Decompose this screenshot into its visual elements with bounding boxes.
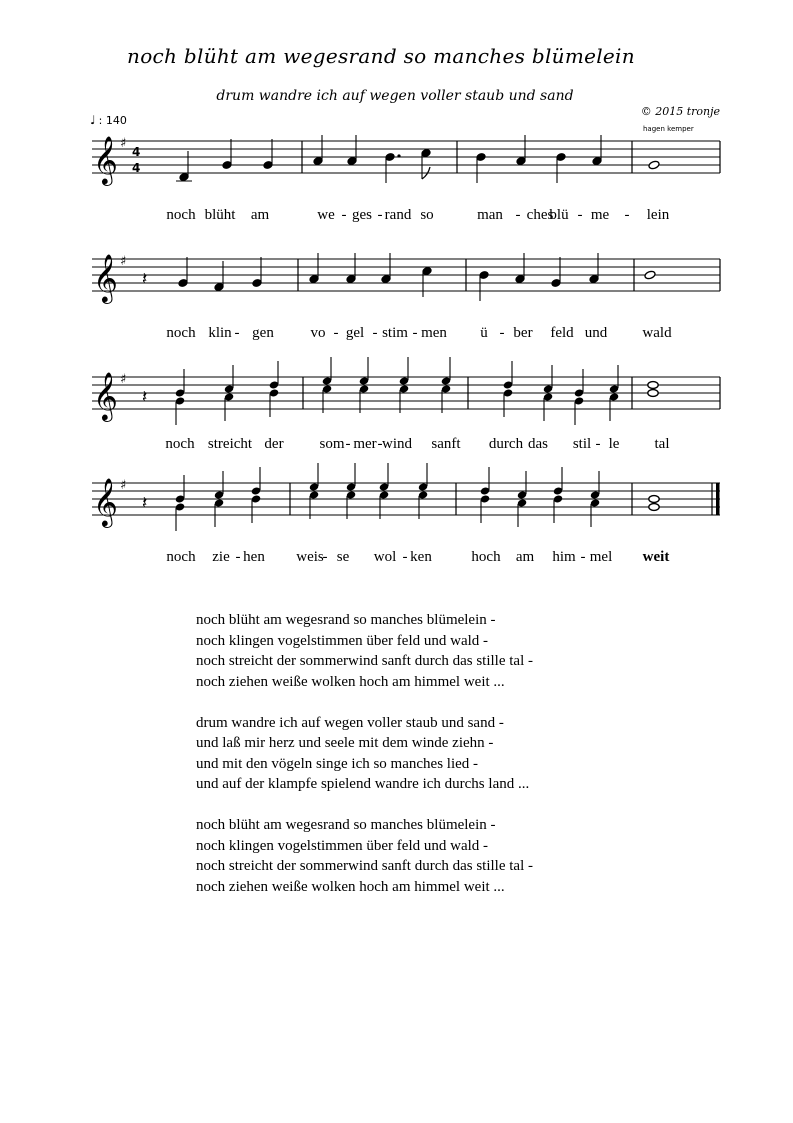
- lyric-syllable: stim: [382, 325, 408, 341]
- poem-line: und laß mir herz und seele mit dem winde ziehn -: [196, 735, 494, 751]
- whole-note: [648, 382, 658, 389]
- lyric-syllable: klin: [208, 325, 232, 341]
- lyric-syllable: -: [624, 207, 630, 223]
- quarter-note-icon: ♩: [90, 113, 96, 127]
- lyric-syllable: -: [333, 325, 339, 341]
- lyric-syllable: -: [234, 325, 240, 341]
- lyric-syllable: lein: [646, 207, 670, 223]
- poem-line: noch streicht der sommerwind sanft durch das stille tal -: [196, 858, 533, 874]
- lyric-syllable: se: [336, 549, 350, 565]
- poem-line: und auf der klampfe spielend wandre ich durchs land ...: [196, 776, 530, 792]
- song-title: noch blüht am wegesrand so manches blümelein: [127, 44, 635, 68]
- arranger-name: hagen kemper: [643, 125, 694, 133]
- lyric-syllable: ü: [480, 325, 488, 341]
- stanza-2: [196, 713, 533, 795]
- poem-line: und mit den vögeln singe ich so manches lied -: [196, 755, 479, 772]
- lyric-syllable: ges: [352, 207, 372, 223]
- lyric-syllable: noch: [165, 436, 195, 452]
- lyric-syllable: ches: [526, 207, 554, 223]
- treble-clef-icon: 𝄞: [93, 135, 118, 184]
- poem-line: noch blüht am wegesrand so manches blümelein -: [196, 817, 496, 833]
- lyric-syllable: vo: [310, 325, 326, 341]
- lyric-syllable: gel: [345, 325, 365, 341]
- lyric-syllable: ken: [410, 549, 432, 565]
- poem-line: noch klingen vogelstimmen über feld und wald -: [196, 632, 489, 649]
- sharp-icon: ♯: [120, 254, 127, 269]
- lyric-syllable: -: [377, 436, 383, 452]
- sharp-icon: ♯: [120, 372, 127, 387]
- lyric-syllable: sanft: [431, 436, 461, 452]
- lyric-syllable: -: [341, 207, 347, 223]
- lyric-syllable: so: [420, 207, 434, 223]
- lyric-syllable: -: [345, 436, 351, 452]
- poem-line: noch streicht der sommerwind sanft durch das stille tal -: [196, 653, 533, 669]
- lyric-syllable: me: [590, 207, 610, 223]
- poem-line: noch blüht am wegesrand so manches blümelein -: [196, 612, 496, 628]
- lyric-syllable: gen: [252, 325, 274, 341]
- lyric-syllable: him: [552, 549, 576, 565]
- lyric-syllable: ber: [513, 325, 533, 341]
- lyric-syllable: man: [477, 207, 503, 223]
- sharp-icon: ♯: [120, 478, 127, 493]
- quarter-rest-icon: 𝄽: [142, 387, 148, 407]
- lyric-syllable: streicht: [207, 436, 253, 452]
- lyric-syllable: -: [412, 325, 418, 341]
- lyric-syllable: wald: [642, 325, 672, 341]
- lyric-syllable: der: [264, 436, 284, 452]
- lyric-syllable: le: [608, 436, 620, 452]
- time-signature-numerator: 4: [132, 145, 141, 159]
- tempo-value: : 140: [98, 114, 127, 127]
- lyric-syllable: weis: [296, 549, 324, 565]
- treble-clef-icon: 𝄞: [93, 371, 118, 420]
- lyric-syllable: -: [322, 549, 328, 565]
- lyric-syllable: stil: [572, 436, 592, 452]
- lyric-syllable: hen: [243, 549, 265, 565]
- lyric-syllable: am: [250, 207, 270, 223]
- lyric-syllable: men: [421, 325, 447, 341]
- lyric-syllable: noch: [166, 207, 196, 223]
- lyric-syllable: noch: [166, 325, 196, 341]
- poem-line: noch ziehen weiße wolken hoch am himmel weit ...: [196, 878, 505, 895]
- sharp-icon: ♯: [120, 136, 127, 151]
- final-barline-thick: [716, 483, 720, 515]
- lyric-syllable: -: [402, 549, 408, 565]
- stanza-1: [196, 610, 533, 692]
- lyric-syllable: hoch: [471, 549, 501, 565]
- lyric-syllable: -: [577, 207, 583, 223]
- lyric-syllable: blü: [549, 207, 569, 223]
- lyric-syllable: rand: [384, 207, 412, 223]
- lyrics-text: [196, 610, 533, 918]
- lyric-syllable: -: [377, 207, 383, 223]
- whole-note: [644, 270, 656, 280]
- poem-line: noch ziehen weiße wolken hoch am himmel weit ...: [196, 673, 505, 690]
- lyric-syllable: durch: [488, 436, 524, 452]
- lyric-syllable: feld: [550, 325, 574, 341]
- lyric-syllable: -: [515, 207, 521, 223]
- poem-line: noch klingen vogelstimmen über feld und wald -: [196, 837, 489, 854]
- lyric-syllable: we: [317, 207, 335, 223]
- lyric-syllable: -: [372, 325, 378, 341]
- lyric-syllable: am: [515, 549, 535, 565]
- lyric-syllable: -: [235, 549, 241, 565]
- treble-clef-icon: 𝄞: [93, 253, 118, 302]
- dot-icon: [397, 154, 400, 157]
- poem-line: drum wandre ich auf wegen voller staub und sand -: [196, 714, 504, 731]
- lyric-syllable: tal: [654, 436, 670, 452]
- whole-note: [648, 390, 658, 397]
- treble-clef-icon: 𝄞: [93, 477, 118, 526]
- lyric-syllable: wind: [382, 436, 412, 452]
- lyric-syllable: das: [528, 436, 548, 452]
- lyric-syllable: blüht: [204, 207, 236, 223]
- lyric-syllable: -: [580, 549, 586, 565]
- lyric-syllable: mer: [353, 436, 377, 452]
- quarter-rest-icon: 𝄽: [142, 269, 148, 289]
- lyric-syllable: und: [584, 325, 608, 341]
- whole-note: [649, 496, 659, 503]
- lyric-syllable: zie: [212, 549, 230, 565]
- whole-note: [648, 160, 660, 170]
- lyric-syllable: -: [595, 436, 601, 452]
- stanza-3: [196, 815, 533, 897]
- lyric-syllable: noch: [166, 549, 196, 565]
- lyric-syllable: mel: [589, 549, 613, 565]
- time-signature-denominator: 4: [132, 161, 141, 175]
- lyric-syllable: -: [499, 325, 505, 341]
- lyric-syllable: wol: [373, 549, 397, 565]
- copyright-notice: © 2015 tronje: [640, 105, 720, 118]
- song-subtitle: drum wandre ich auf wegen voller staub und sand: [216, 88, 574, 104]
- quarter-rest-icon: 𝄽: [142, 493, 148, 513]
- lyric-syllable: som: [319, 436, 345, 452]
- lyric-syllable: weit: [642, 549, 670, 565]
- whole-note: [649, 504, 659, 511]
